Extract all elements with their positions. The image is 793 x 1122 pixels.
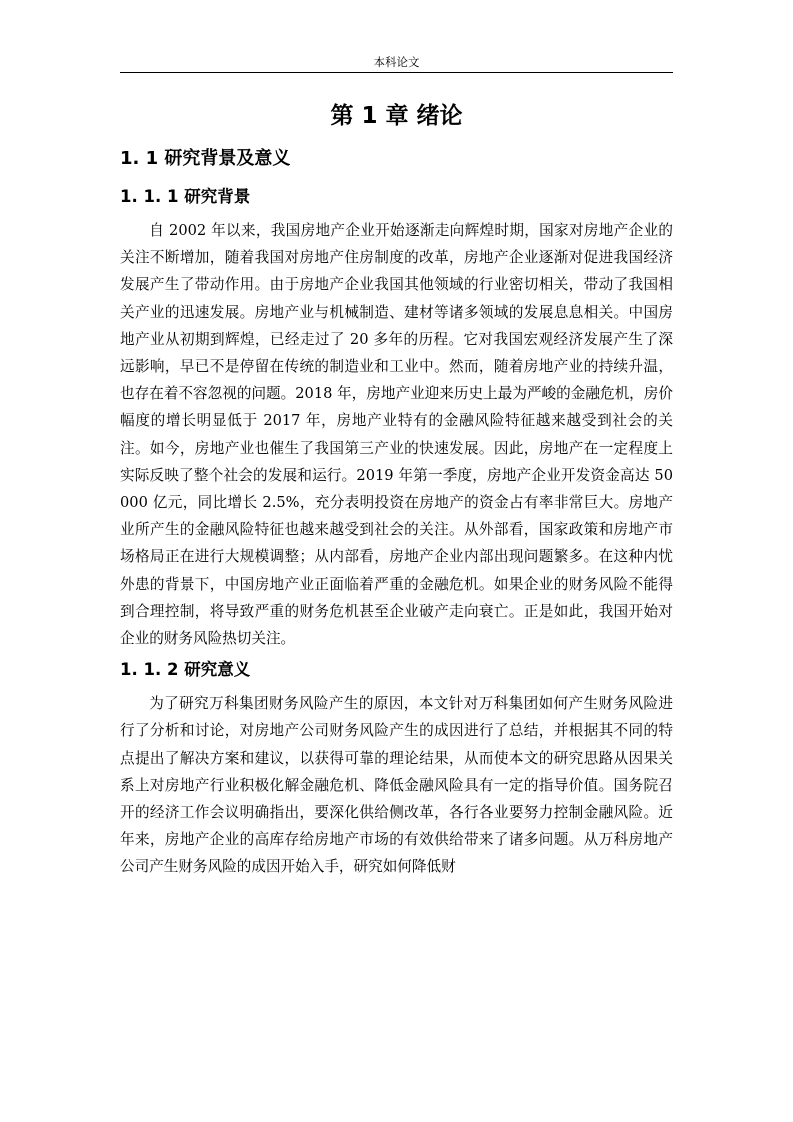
paragraph-research-background: 自 2002 年以来，我国房地产企业开始逐渐走向辉煌时期，国家对房地产企业的关注不断增加，随着我国对房地产住房制度的改革，房地产企业逐渐对促进我国经济发展产生了带动作用。由于房地产企业我国其他领域的行业密切相关，带动了我国相关产业的迅速发展。房地产业与机械制造、建材等诸多领域的发展息息相关。中国房地产业从初期到辉煌，已经走过了 20 多年的历程。它对我国宏观经济发展产生了深远影响，早已不是停留在传统的制造业和工业中。然而，随着房地产业的持续升温，也存在着不容忽视的问题。2018 年，房地产业迎来历史上最为严峻的金融危机，房价幅度的增长明显低于 2017 年，房地产业特有的金融风险特征越来越受到社会的关注。如今，房地产业也催生了我国第三产业的快速发展。因此，房地产在一定程度上实际反映了整个社会的发展和运行。2019 年第一季度，房地产企业开发资金高达 50000 亿元，同比增长 2.5%，充分表明投资在房地产的资金占有率非常巨大。房地产业所产生的金融风险特征也越来越受到社会的关注。从外部看，国家政策和房地产市场格局正在进行大规模调整；从内部看，房地产企业内部出现问题繁多。在这种内忧外患的背景下，中国房地产业正面临着严重的金融危机。如果企业的财务风险不能得到合理控制，将导致严重的财务危机甚至企业破产走向衰亡。正是如此，我国开始对企业的财务风险热切关注。	[120, 222, 673, 648]
subsection-heading-1-1-2: 1. 1. 2 研究意义	[120, 660, 251, 680]
header-rule	[120, 72, 673, 73]
chapter-title: 第 1 章 绪论	[330, 103, 463, 129]
running-header: 本科论文	[373, 55, 420, 69]
subsection-heading-1-1-1: 1. 1. 1 研究背景	[120, 187, 251, 206]
section-heading-1-1: 1. 1 研究背景及意义	[120, 148, 291, 169]
page-body	[120, 98, 673, 885]
paragraph-research-significance: 为了研究万科集团财务风险产生的原因，本文针对万科集团如何产生财务风险进行了分析和讨论，对房地产公司财务风险产生的成因进行了总结，并根据其不同的特点提出了解决方案和建议，以获得可靠的理论结果，从而使本文的研究思路从因果关系上对房地产行业积极化解金融危机、降低金融风险具有一定的指导价值。国务院召开的经济工作会议明确指出，要深化供给侧改革，各行各业要努力控制金融风险。近年来，房地产企业的高库存给房地产市场的有效供给带来了诸多问题。从万科房地产公司产生财务风险的成因开始入手，研究如何降低财	[120, 695, 673, 876]
